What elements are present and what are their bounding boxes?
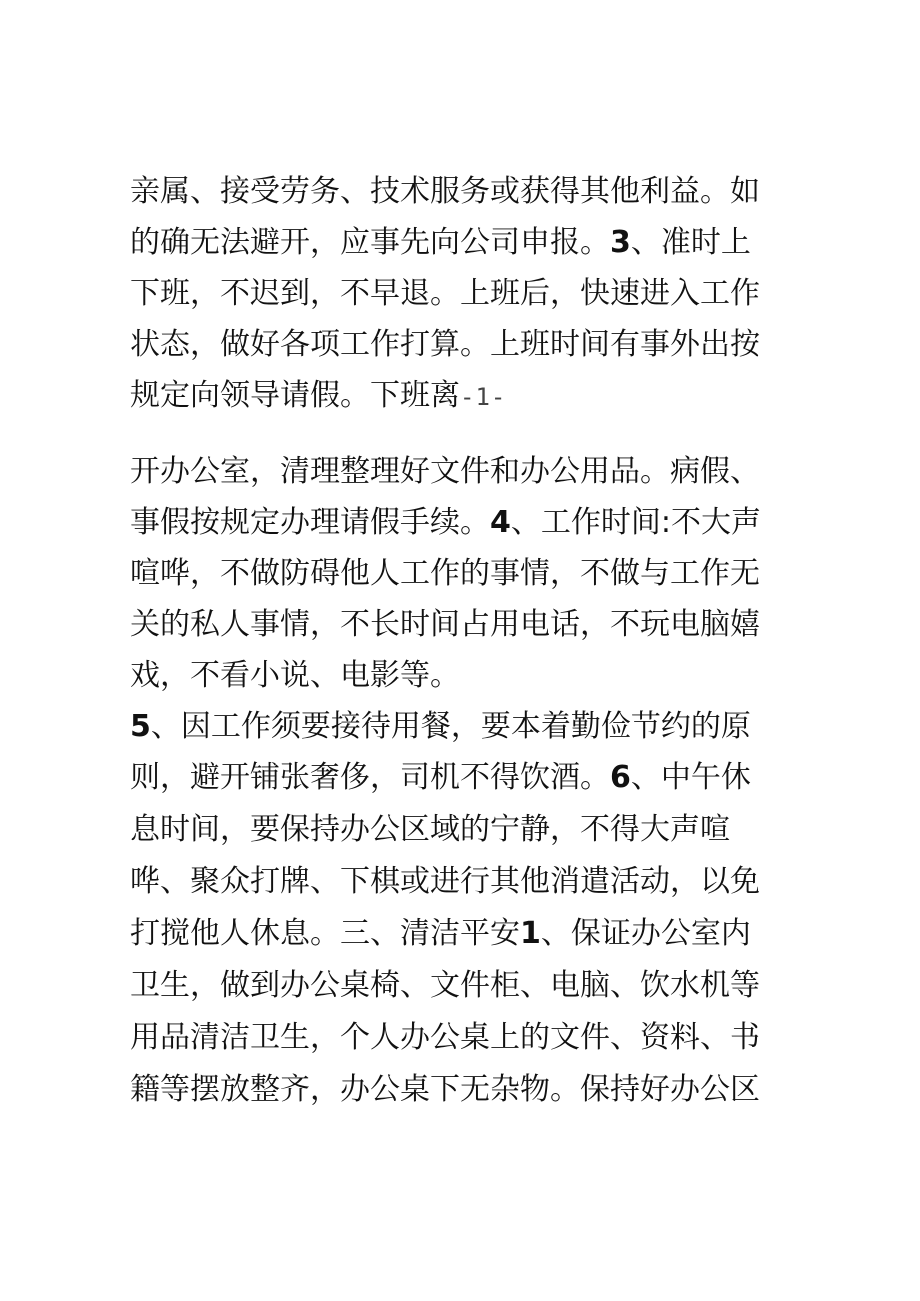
- text-segment: 、工作时间:不大声: [510, 505, 761, 540]
- item-number: 5: [130, 709, 151, 744]
- text-line: [130, 656, 460, 696]
- text-line: [130, 554, 760, 594]
- text-line: [130, 810, 730, 850]
- text-segment: 戏，不看小说、电影等。: [130, 658, 460, 693]
- text-line: [130, 914, 751, 954]
- text-segment: 用品清洁卫生，个人办公桌上的文件、资料、书: [130, 1020, 760, 1055]
- text-line: [130, 966, 760, 1006]
- text-line: [130, 325, 760, 365]
- text-segment: 关的私人事情，不长时间占用电话，不玩电脑嬉: [130, 607, 760, 642]
- text-line: [130, 376, 506, 416]
- page-number: -1-: [460, 383, 507, 411]
- text-line: [130, 1018, 760, 1058]
- text-segment: 、保证办公室内: [540, 916, 751, 951]
- text-segment: 、中午休: [630, 760, 751, 795]
- text-line: [130, 1070, 760, 1110]
- text-segment: 哗、聚众打牌、下棋或进行其他消遣活动，以免: [130, 864, 760, 899]
- text-line: [130, 452, 760, 492]
- text-segment: 下班，不迟到，不早退。上班后，快速进入工作: [130, 276, 760, 311]
- text-segment: 喧哗，不做防碍他人工作的事情，不做与工作无: [130, 556, 760, 591]
- text-segment: 事假按规定办理请假手续。: [130, 505, 490, 540]
- text-segment: 状态，做好各项工作打算。上班时间有事外出按: [130, 327, 760, 362]
- text-segment: 、准时上: [630, 225, 751, 260]
- text-segment: 开办公室，清理整理好文件和办公用品。病假、: [130, 454, 760, 489]
- item-number: 1: [520, 916, 541, 951]
- text-line: [130, 274, 760, 314]
- text-line: [130, 503, 761, 543]
- text-line: [130, 223, 751, 263]
- text-line: [130, 172, 760, 212]
- text-segment: 亲属、接受劳务、技术服务或获得其他利益。如: [130, 174, 760, 209]
- text-segment: 卫生，做到办公桌椅、文件柜、电脑、饮水机等: [130, 968, 760, 1003]
- item-number: 6: [610, 760, 631, 795]
- text-segment: 、因工作须要接待用餐，要本着勤俭节约的原: [150, 709, 751, 744]
- text-line: [130, 605, 760, 645]
- item-number: 4: [490, 505, 511, 540]
- text-segment: 打搅他人休息。三、清洁平安: [130, 916, 520, 951]
- text-segment: 规定向领导请假。下班离: [130, 378, 460, 413]
- text-segment: 则，避开铺张奢侈，司机不得饮酒。: [130, 760, 610, 795]
- text-segment: 息时间，要保持办公区域的宁静，不得大声喧: [130, 812, 730, 847]
- item-number: 3: [610, 225, 631, 260]
- text-segment: 籍等摆放整齐，办公桌下无杂物。保持好办公区: [130, 1072, 760, 1107]
- text-line: [130, 862, 760, 902]
- text-line: [130, 758, 751, 798]
- text-segment: 的确无法避开，应事先向公司申报。: [130, 225, 610, 260]
- text-line: [130, 707, 751, 747]
